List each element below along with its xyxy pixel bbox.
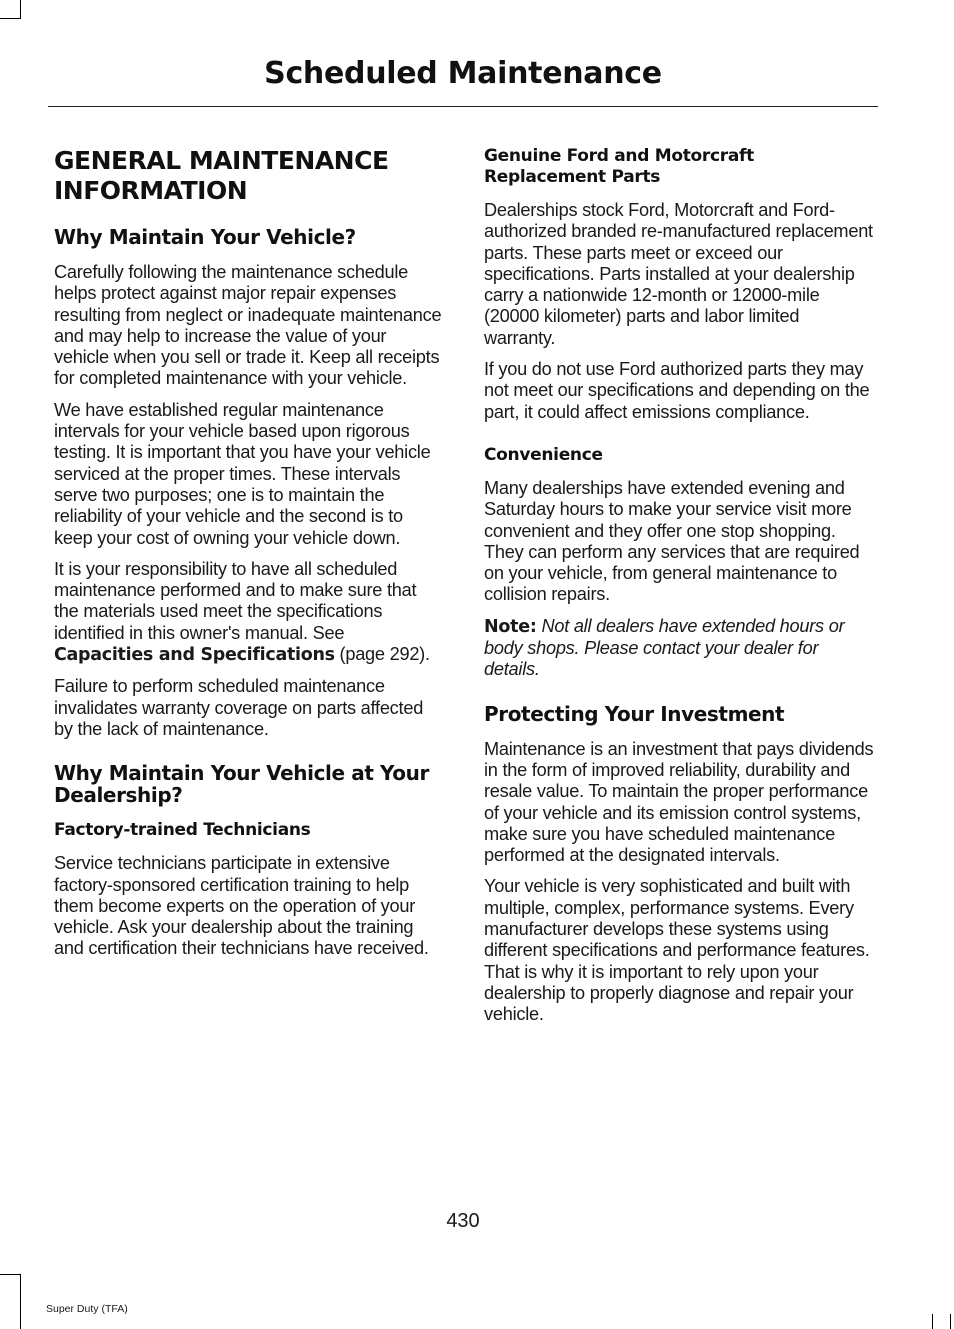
- right-column: [484, 146, 874, 1036]
- crop-mark-top-left-v: [20, 0, 21, 18]
- heading-protecting-investment: Protecting Your Investment: [484, 701, 785, 726]
- paragraph-replacement-parts: Dealerships stock Ford, Motorcraft and Ford-authorized branded re-manufactured replacement parts. These parts meet or exceed our specifications. Parts installed at your dealership carry a nationwide 12-month or 12000-mile (20000 kilometer) parts and labor limited warranty.: [484, 200, 873, 348]
- note-label: Note:: [484, 616, 537, 637]
- left-column: [54, 146, 444, 970]
- paragraph-technicians: Service technicians participate in extensive factory-sponsored certification training to help them become experts on the operation of your vehicle. Ask your dealership about the training and certification their technicians have received.: [54, 853, 429, 959]
- heading-why-dealership: Why Maintain Your Vehicle at Your Dealership?: [54, 761, 429, 808]
- heading-why-maintain: Why Maintain Your Vehicle?: [54, 225, 356, 249]
- paragraph-investment: Maintenance is an investment that pays dividends in the form of improved reliability, durability and resale value. To maintain the proper performance of your vehicle and its emission control systems, make sure you have scheduled maintenance performed at the designated intervals.: [484, 738, 874, 866]
- page-reference: (page 292).: [334, 644, 430, 665]
- paragraph-convenience: Many dealerships have extended evening and Saturday hours to make your service visit more convenient and they offer one stop shopping. They can perform any services that are required on your vehicle, from general maintenance to collision repairs.: [484, 477, 860, 605]
- paragraph-authorized-parts: If you do not use Ford authorized parts they may not meet our specifications and depending on the part, it could affect emissions compliance.: [484, 359, 870, 422]
- heading-genuine-parts: Genuine Ford and Motorcraft Replacement Parts: [484, 146, 754, 187]
- paragraph-maintenance-intervals: We have established regular maintenance intervals for your vehicle based upon rigorous testing. It is important that you have your vehicle serviced at the proper times. These intervals serve two purposes; one is to maintain the reliability of your vehicle and the second is to keep your cost of owning your vehicle down.: [54, 399, 431, 548]
- page-number: 430: [446, 1210, 480, 1232]
- crop-mark-top-left-h: [0, 18, 21, 19]
- note-text: Not all dealers have extended hours or body shops. Please contact your dealer for details.: [484, 615, 845, 680]
- crop-mark-bottom-left-v: [20, 1274, 21, 1329]
- title-divider: [48, 106, 878, 107]
- capacities-specifications-link[interactable]: Capacities and Specifications: [54, 645, 335, 666]
- crop-mark-bottom-right-v1: [932, 1314, 933, 1329]
- crop-mark-bottom-left-h: [0, 1274, 21, 1275]
- note: [484, 616, 874, 681]
- paragraph-sophisticated-vehicle: Your vehicle is very sophisticated and built with multiple, complex, performance systems. Every manufacturer develops these systems using different specifications and performance features. That is why it is important to rely upon your dealership to properly diagnose and repair your vehicle.: [484, 876, 870, 1025]
- footer-doc-name: Super Duty (TFA): [46, 1303, 128, 1315]
- page-title: Scheduled Maintenance: [264, 56, 662, 91]
- paragraph-responsibility: [54, 559, 444, 666]
- responsibility-text: It is your responsibility to have all scheduled maintenance performed and to make sure that the materials used meet the specifications identified in this owner's manual. See: [54, 558, 417, 643]
- paragraph-warranty-failure: Failure to perform scheduled maintenance invalidates warranty coverage on parts affected by the lack of maintenance.: [54, 676, 424, 739]
- paragraph-maintenance-schedule: Carefully following the maintenance schedule helps protect against major repair expenses resulting from neglect or inadequate maintenance and may help to increase the value of your vehicle when you sell or trade it. Keep all receipts for completed maintenance with your vehicle.: [54, 262, 442, 389]
- crop-mark-bottom-right-v2: [950, 1314, 951, 1329]
- heading-convenience: Convenience: [484, 444, 603, 465]
- section-heading-general-maintenance: GENERAL MAINTENANCE INFORMATION: [54, 146, 389, 205]
- heading-factory-trained: Factory-trained Technicians: [54, 820, 311, 841]
